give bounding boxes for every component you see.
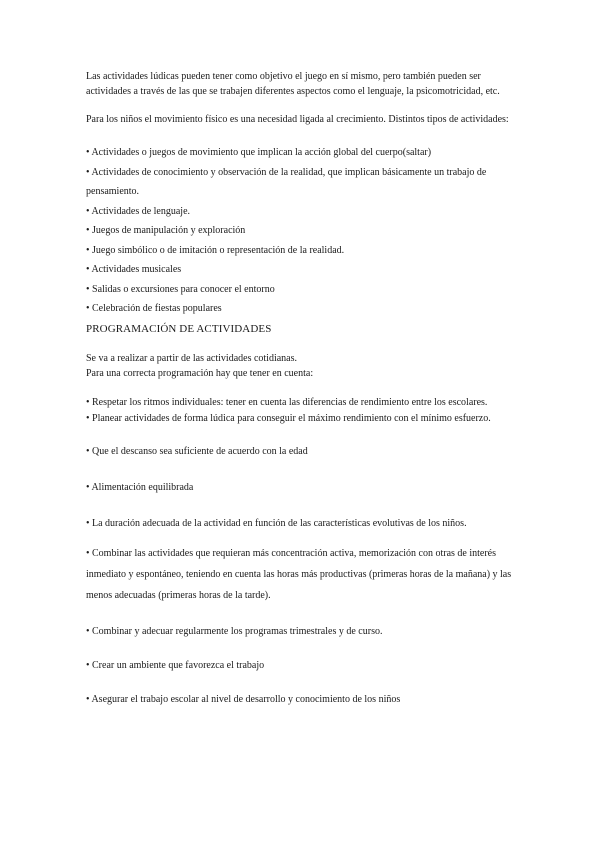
- activity-types-list: [86, 143, 516, 319]
- list-item: • Respetar los ritmos individuales: tener en cuenta las diferencias de rendimiento entre los escolares.: [86, 396, 488, 408]
- list-item: • Combinar y adecuar regularmente los programas trimestrales y de curso.: [86, 625, 383, 637]
- programming-line-2: Para una correcta programación hay que tener en cuenta:: [86, 367, 314, 379]
- list-item: • La duración adecuada de la actividad en función de las características evolutivas de los niños.: [86, 517, 467, 529]
- list-item: • Planear actividades de forma lúdica para conseguir el máximo rendimiento con el mínimo esfuerzo.: [86, 412, 491, 424]
- list-item: • Juegos de manipulación y exploración: [86, 225, 246, 236]
- list-item: • Que el descanso sea suficiente de acuerdo con la edad: [86, 445, 308, 457]
- list-item: • Actividades musicales: [86, 264, 182, 275]
- document-body: [86, 69, 516, 708]
- list-item: • Actividades de conocimiento y observación de la realidad, que implican básicamente un trabajo de pensamiento.: [86, 166, 487, 197]
- section-heading: PROGRAMACIÓN DE ACTIVIDADES: [86, 322, 272, 335]
- list-item: • Asegurar el trabajo escolar al nivel de desarrollo y conocimiento de los niños: [86, 693, 401, 705]
- list-item: • Juego simbólico o de imitación o representación de la realidad.: [86, 244, 345, 256]
- list-item: • Combinar las actividades que requieran más concentración activa, memorización con otras de interés inmediato y espontáneo, teniendo en cuenta las horas más productivas (primeras horas de la mañana) y las menos adecuadas (primeras horas de la tarde).: [86, 547, 512, 601]
- programming-line-1: Se va a realizar a partir de las actividades cotidianas.: [86, 352, 298, 364]
- list-item: • Actividades de lenguaje.: [86, 205, 191, 217]
- list-item: • Alimentación equilibrada: [86, 481, 194, 493]
- programming-intro: [86, 351, 516, 381]
- list-item: • Celebración de fiestas populares: [86, 303, 222, 314]
- intro-paragraph-1: Las actividades lúdicas pueden tener como objetivo el juego en sí mismo, pero también pueden ser actividades a través de las que se trabajen diferentes aspectos como el lenguaje, la psicomotricidad, etc.: [86, 71, 500, 97]
- list-item: • Crear un ambiente que favorezca el trabajo: [86, 659, 265, 671]
- list-item: • Salidas o excursiones para conocer el entorno: [86, 283, 275, 295]
- list-item: • Actividades o juegos de movimiento que implican la acción global del cuerpo(saltar): [86, 147, 432, 158]
- intro-paragraph-2: Para los niños el movimiento físico es una necesidad ligada al crecimiento. Distintos tipos de actividades:: [86, 114, 509, 125]
- considerations-list: [86, 395, 516, 708]
